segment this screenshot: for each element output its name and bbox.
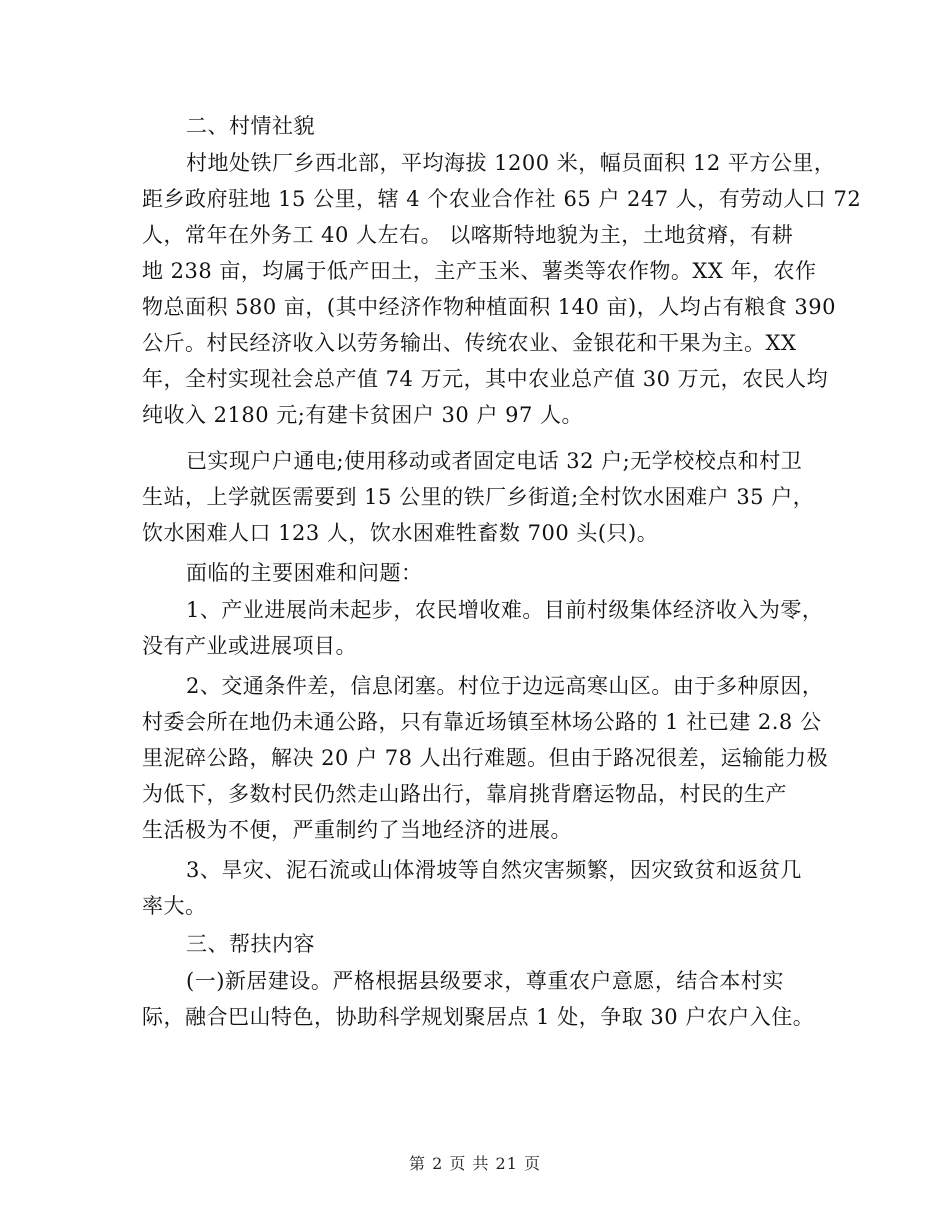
list-item-line: 3、旱灾、泥石流或山体滑坡等自然灾害频繁，因灾致贫和返贫几 <box>186 858 802 882</box>
list-item-line: 2、交通条件差，信息闭塞。村位于边远高寒山区。由于多种原因， <box>186 674 824 698</box>
section-heading: 三、帮扶内容 <box>186 932 315 956</box>
paragraph-line: 距乡政府驻地 15 公里，辖 4 个农业合作社 65 户 247 人，有劳动人口 72 <box>142 187 862 211</box>
list-item-line: 生活极为不便，严重制约了当地经济的进展。 <box>142 818 572 842</box>
paragraph-line: 地 238 亩，均属于低产田土，主产玉米、薯类等农作物。XX 年，农作 <box>142 259 817 283</box>
list-item-line: 没有产业或进展项目。 <box>142 634 357 658</box>
paragraph-line: 饮水困难人口 123 人，饮水困难牲畜数 700 头(只)。 <box>142 521 659 545</box>
paragraph-line: 已实现户户通电;使用移动或者固定电话 32 户;无学校校点和村卫 <box>186 449 803 473</box>
paragraph-line: 年，全村实现社会总产值 74 万元，其中农业总产值 30 万元，农民人均 <box>142 367 829 391</box>
paragraph-line: 人，常年在外务工 40 人左右。 以喀斯特地貌为主，土地贫瘠，有耕 <box>142 223 794 247</box>
subheading: 面临的主要困难和问题： <box>186 561 423 585</box>
paragraph-line: 公斤。村民经济收入以劳务输出、传统农业、金银花和干果为主。XX <box>142 331 797 355</box>
paragraph-line: 物总面积 580 亩，(其中经济作物种植面积 140 亩)，人均占有粮食 390 <box>142 295 837 319</box>
paragraph-line: 际，融合巴山特色，协助科学规划聚居点 1 处，争取 30 户农户入住。 <box>142 1005 815 1029</box>
section-heading: 二、村情社貌 <box>186 114 315 138</box>
list-item-line: 率大。 <box>142 894 207 918</box>
page-number: 第 2 页 共 21 页 <box>409 1154 541 1173</box>
paragraph-line: 村地处铁厂乡西北部，平均海拔 1200 米，幅员面积 12 平方公里， <box>186 151 836 175</box>
list-item-line: 1、产业进展尚未起步，农民增收难。目前村级集体经济收入为零， <box>186 598 824 622</box>
list-item-line: 为低下，多数村民仍然走山路出行，靠肩挑背磨运物品，村民的生产 <box>142 782 787 806</box>
paragraph-line: 生站，上学就医需要到 15 公里的铁厂乡街道;全村饮水困难户 35 户， <box>142 485 815 509</box>
paragraph-line: 纯收入 2180 元;有建卡贫困户 30 户 97 人。 <box>142 403 584 427</box>
list-item-line: 里泥碎公路，解决 20 户 78 人出行难题。但由于路况很差，运输能力极 <box>142 746 829 770</box>
paragraph-line: (一)新居建设。严格根据县级要求，尊重农户意愿，结合本村实 <box>186 969 784 993</box>
list-item-line: 村委会所在地仍未通公路，只有靠近场镇至林场公路的 1 社已建 2.8 公 <box>142 710 822 734</box>
